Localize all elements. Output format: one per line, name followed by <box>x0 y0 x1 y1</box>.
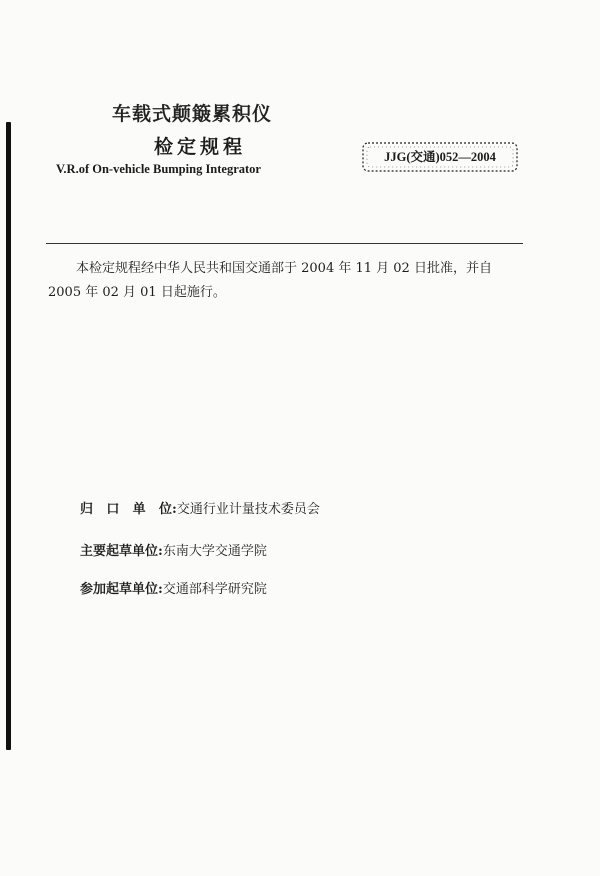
header-divider <box>46 243 523 244</box>
approval-statement <box>48 257 524 305</box>
approval-line-2: 2005 年 02 月 01 日起施行。 <box>48 285 226 300</box>
info-label: 归 口 单 位 <box>80 502 172 517</box>
info-row-responsible-unit: 归 口 单 位:交通行业计量技术委员会 <box>80 498 320 517</box>
document-title: 检定规程 <box>154 136 247 158</box>
info-value: 东南大学交通学院 <box>162 544 267 559</box>
info-row-participating-unit: 参加起草单位:交通部科学研究院 <box>80 582 267 597</box>
approval-line-1: 本检定规程经中华人民共和国交通部于 2004 年 11 月 02 日批准，并自 <box>76 261 492 276</box>
page-spine-shadow <box>6 122 11 750</box>
cut-off-title: 车载式颠簸累积仪 <box>112 103 273 125</box>
info-row-main-drafting-unit: 主要起草单位:东南大学交通学院 <box>80 544 267 559</box>
standard-code: JJG(交通)052—2004 <box>384 150 496 164</box>
info-value: 交通部科学研究院 <box>162 582 267 597</box>
english-title: V.R.of On-vehicle Bumping Integrator <box>56 162 261 176</box>
info-label: 主要起草单位 <box>80 544 159 559</box>
standard-code-box <box>360 140 520 174</box>
info-label: 参加起草单位 <box>80 582 159 597</box>
info-value: 交通行业计量技术委员会 <box>176 502 320 517</box>
